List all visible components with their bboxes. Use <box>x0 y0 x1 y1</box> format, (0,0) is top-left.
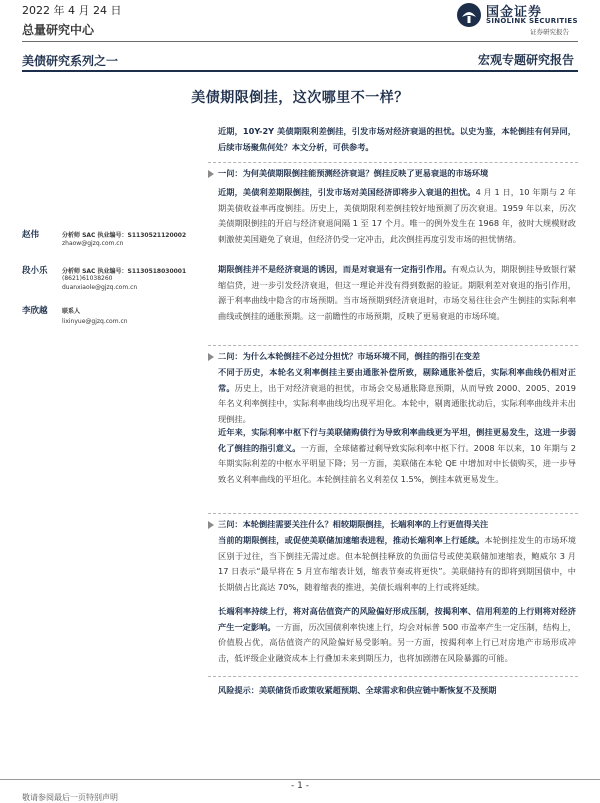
section-2-paragraph-1 <box>218 365 576 427</box>
bullet-triangle-icon <box>208 170 214 178</box>
logo-text-en: SINOLINK SECURITIES <box>486 17 578 25</box>
section-divider <box>208 162 578 163</box>
header-divider <box>22 41 578 42</box>
series-name: 美债研究系列之一 <box>22 54 119 68</box>
paragraph-lead: 近年来，实际利率中枢下行与美联储购债行为导致利率曲线更为平坦，倒挂更易发生，这进一步弱化了倒挂的指引意义。 <box>218 427 576 453</box>
bullet-triangle-icon <box>208 521 214 529</box>
paragraph-body: 本轮倒挂发生的市场环境区别于过往，当下倒挂无需过虑。但本轮倒挂释放的负面信号或使美联储加速缩表，鲍威尔 3 月 17 日表示“最早将在 5 月宣布缩表计划，缩表节奏或将更快”。美联储持有的即将到期国债中，中长期债占比高达 70%，随着缩表的推进，美债长端利率的上行或将延续。 <box>218 535 576 592</box>
research-center: 总量研究中心 <box>22 23 95 37</box>
author-role: 分析师 SAC 执业编号：S1130521120002 <box>62 232 187 239</box>
paragraph-body: 有观点认为，期限倒挂导致银行紧缩信贷，进一步引发经济衰退，但这一理论并没有得到数据的验证。期限利差对衰退的指引作用，源于利率曲线中隐含的市场预期。当市场预期到经济衰退时，市场交易往往会产生倒挂的实际利率曲线或倒挂的通胀预期。这一前瞻性的市场预期，反映了更易衰退的市场环境。 <box>218 264 576 321</box>
section-2-paragraph-2 <box>218 425 576 487</box>
logo-subtitle: 证券研究报告 <box>530 28 569 36</box>
section-divider <box>208 513 578 514</box>
section-heading-text: 一问：为何美债期限倒挂能预测经济衰退？倒挂反映了更易衰退的市场环境 <box>218 168 489 178</box>
author-role: 联系人 <box>62 308 81 315</box>
section-1-paragraph-2 <box>218 262 576 324</box>
risk-warning: 风险提示：美联储货币政策收紧超预期、全球需求和供应链中断恢复不及预期 <box>218 685 497 695</box>
footer-divider <box>0 779 600 780</box>
section-divider <box>208 345 578 346</box>
disclaimer: 敬请参阅最后一页特别声明 <box>22 793 118 802</box>
report-date: 2022 年 4 月 24 日 <box>22 4 122 17</box>
paragraph-lead: 近期，美债利差期限倒挂，引发市场对美国经济即将步入衰退的担忧。 <box>218 187 476 197</box>
report-title: 美债期限倒挂，这次哪里不一样？ <box>191 90 409 106</box>
author-name: 段小乐 <box>22 266 48 276</box>
section-1-paragraph-1 <box>218 185 576 247</box>
section-3-heading <box>218 517 576 533</box>
page-number: - 1 - <box>291 781 309 791</box>
section-1-heading <box>218 166 576 182</box>
section-3-paragraph-2 <box>218 604 576 666</box>
bullet-triangle-icon <box>208 353 214 361</box>
intro-paragraph: 近期，10Y-2Y 美债期限利差倒挂，引发市场对经济衰退的担忧。以史为鉴，本轮倒挂有何异同，后续市场聚焦何处？本文分析，可供参考。 <box>218 126 576 152</box>
author-phone: (8621)61038260 <box>62 275 113 282</box>
section-3-paragraph-1 <box>218 533 576 595</box>
paragraph-lead: 不同于历史，本轮名义利率倒挂主要由通胀补偿所致，剔除通胀补偿后，实际利率曲线仍相对正常。 <box>218 367 576 393</box>
paragraph-body: 历史上，出于对经济衰退的担忧，市场会交易通胀降息预期，从而导致 2000、2005、2019 年名义利率倒挂中，实际利率曲线均出现平坦化。本轮中，剔离通胀扰动后，实际利率曲线并未出现倒挂。 <box>218 382 576 424</box>
author-email: zhaow@gjzq.com.cn <box>62 240 124 247</box>
author-name: 赵伟 <box>22 230 40 240</box>
author-name: 李欣越 <box>22 306 48 316</box>
paragraph-lead: 当前的期限倒挂，或促使美联储加速缩表进程，推动长端利率上行延续。 <box>218 535 485 545</box>
paragraph-lead: 期限倒挂并不是经济衰退的诱因，而是对衰退有一定指引作用。 <box>218 264 452 274</box>
sinolink-logo-icon <box>456 2 482 28</box>
paragraph-body: 一方面，全球储蓄过剩导致实际利率中枢下行。2008 年以来，10 年期与 2 年期实际利差的中枢水平明显下降；另一方面，美联储在本轮 QE 中增加对中长债购买，进一步导致名义利率曲线的平坦化。本轮倒挂前名义利差仅 1.5%，倒挂本就更易发生。 <box>218 442 576 484</box>
logo-text-cn: 国金证券 <box>486 5 543 20</box>
doc-type: 宏观专题研究报告 <box>477 53 574 67</box>
paragraph-body: 一方面，历次国债利率快速上行，均会对标普 500 市盈率产生一定压制，结构上，价值股占优，高估值资产的风险偏好易受影响。另一方面，按揭利率上行已对房地产市场形成冲击，低评级企业融资成本上行叠加未来到期压力，也将加剧潜在风险暴露的可能。 <box>218 621 576 663</box>
author-role: 分析师 SAC 执业编号：S1130518030001 <box>62 268 187 275</box>
author-email: duanxiaole@gjzq.com.cn <box>62 284 138 291</box>
section-heading-text: 三问：本轮倒挂需要关注什么？相较期限倒挂，长端利率的上行更值得关注 <box>218 519 489 529</box>
paragraph-body: 4 月 1 日，10 年期与 2 年期美债收益率再度倒挂。历史上，美债期限利差倒挂较好地预测了历次衰退。1959 年以来，历次美债期限倒挂的开启与经济衰退间隔 1 至 17 个月。唯一的例外发生在 1968 年，彼时大规模财政刺激使美国避免了衰退，但经济仍受一定冲击，此次倒挂再度引发市场的担忧情绪。 <box>218 187 576 244</box>
section-2-heading <box>218 349 576 365</box>
header-divider-2 <box>22 70 578 72</box>
section-divider <box>208 676 578 677</box>
author-email: lixinyue@gjzq.com.cn <box>62 318 128 325</box>
section-heading-text: 二问：为什么本轮倒挂不必过分担忧？市场环境不同，倒挂的指引在变差 <box>218 351 481 361</box>
paragraph-lead: 长端利率持续上行，将对高估值资产的风险偏好形成压制，按揭利率、信用利差的上行则将对经济产生一定影响。 <box>218 606 576 632</box>
